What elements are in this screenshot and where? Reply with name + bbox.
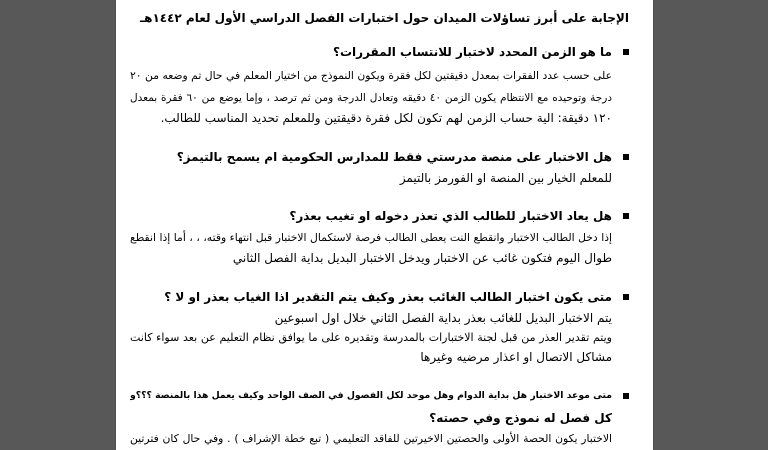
square-bullet-icon [623,213,629,219]
square-bullet-icon [623,294,629,300]
answer-line: للمعلم الخيار بين المنصة او الفورمز بالتيمز [399,171,612,185]
answer-line: الاختبار يكون الحصة الأولى والحصتين الاخيرتين للفاقد التعليمي ( تبع خطة الإشراف ) . وفي حال كان فترتين [130,432,612,445]
square-bullet-icon [623,154,629,160]
answer-line: يتم الاختبار البديل للغائب بعذر بداية الفصل الثاني خلال اول اسبوعين [274,311,612,325]
answer-line: مشاكل الاتصال او اعذار مرضيه وغيرها [420,350,612,364]
answer-line: على حسب عدد الفقرات بمعدل دقيقتين لكل فقرة ويكون النموذج من اختيار المعلم في حال تم وضعه من ٢٠ [130,69,612,82]
answer-line: إذا دخل الطالب الاختبار وانقطع النت يعطى الطالب فرصة لاستكمال الاختبار قبل انتهاء وقته، ، ، أما إذا انقطع [130,231,612,244]
document-page [116,0,653,450]
square-bullet-icon [623,49,629,55]
page-title: الإجابة على أبرز تساؤلات الميدان حول اختبارات الفصل الدراسي الأول لعام ١٤٤٢هـ [140,11,629,25]
question-line: متى موعد الاختبار هل بداية الدوام وهل موحد لكل الفصول في الصف الواحد وكيف يعمل هذا بالمنصة ؟؟؟و [130,390,612,401]
question-line: كل فصل له نموذج وفي حصته؟ [429,411,612,425]
question-line: هل يعاد الاختبار للطالب الذي تعذر دخوله او تغيب بعذر؟ [289,209,612,223]
question-line: متى يكون اختبار الطالب الغائب بعذر وكيف يتم التقدير اذا الغياب بعذر او لا ؟ [164,290,612,304]
answer-line: درجة وتوحيده مع الانتظام يكون الزمن ٤٠ دقيقه وتعادل الدرجة ومن ثم ترصد ، وإما يوضع من ٦٠ فقرة بمعدل [130,92,612,104]
answer-line: ١٢٠ دقيقة: الية حساب الزمن لهم تكون لكل فقرة دقيقتين وللمعلم تحديد المناسب للطالب. [160,111,612,125]
square-bullet-icon [623,393,629,399]
question-line: هل الاختبار على منصة مدرستي فقط للمدارس الحكومية ام يسمح بالتيمز؟ [176,150,612,164]
question-line: ما هو الزمن المحدد لاختبار للانتساب المقررات؟ [333,45,612,59]
answer-line: طوال اليوم فتكون غائب عن الاختبار ويدخل الاختبار البديل بداية الفصل الثاني [232,251,612,265]
answer-line: ويتم تقدير العذر من قبل لجنة الاختبارات بالمدرسة وتقديره على ما يوافق نظام التعليم عن بعد سواء كانت [130,331,612,344]
